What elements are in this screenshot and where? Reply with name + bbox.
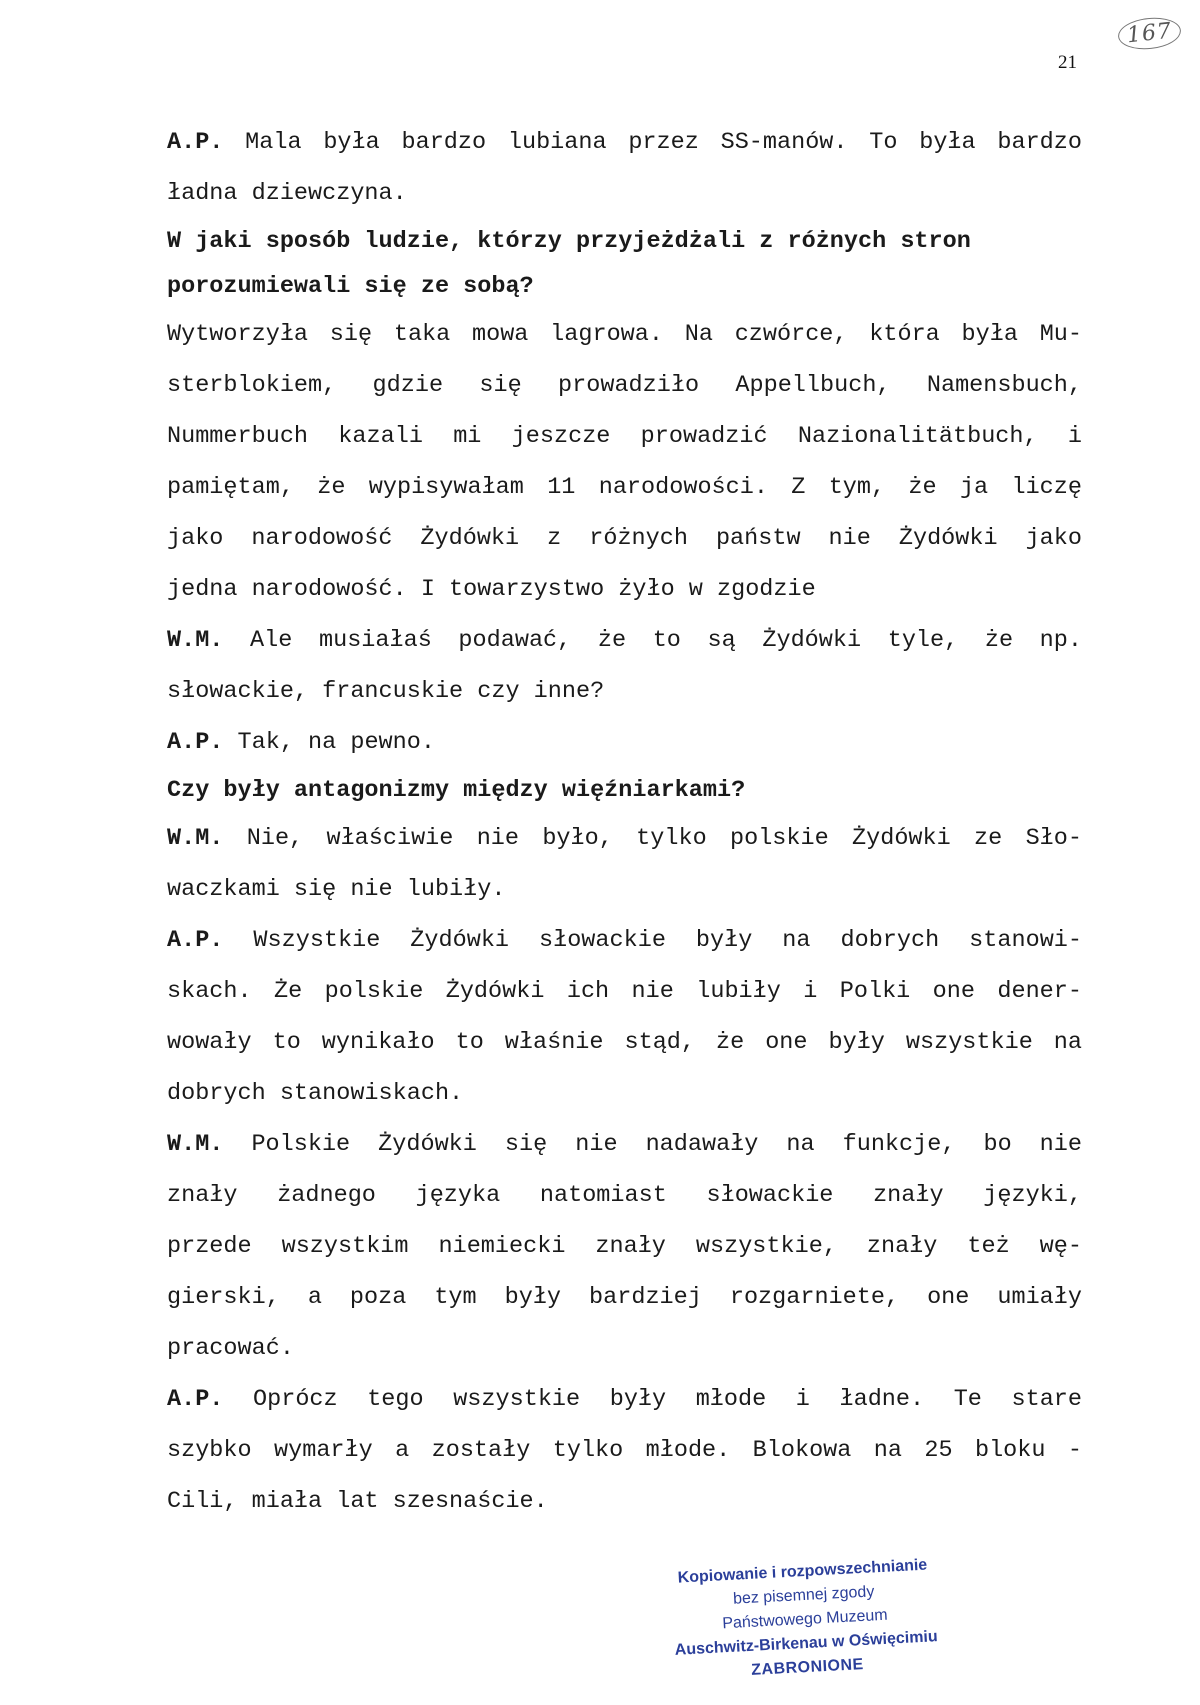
stamp-line: ZABRONIONE [750, 1656, 865, 1679]
line-text: pamiętam, że wypisywałam 11 narodowości. Z tym, że ja liczę [167, 474, 1082, 501]
speaker-initials: A.P. [167, 129, 224, 156]
transcript-line [167, 1272, 1082, 1323]
speaker-initials: A.P. [167, 927, 224, 954]
line-text: dobrych stanowiskach. [167, 1080, 464, 1107]
interviewer-question: Czy były antagonizmy między więźniarkami? [167, 777, 746, 804]
stamp-line: Państwowego Muzeum [721, 1606, 889, 1633]
transcript-line [167, 1068, 1082, 1119]
line-text: Ale musiałaś podawać, że to są Żydówki tyle, że np. [223, 627, 1082, 654]
speaker-line [167, 117, 1082, 168]
transcript-line [167, 462, 1082, 513]
transcript-line [167, 666, 1082, 717]
transcript-line [167, 1323, 1082, 1374]
speaker-line [167, 1119, 1082, 1170]
transcript-line [167, 309, 1082, 360]
speaker-initials: W.M. [167, 627, 224, 654]
stamp-line: bez pisemnej zgody [732, 1583, 875, 1608]
speaker-line [167, 915, 1082, 966]
line-text: jako narodowość Żydówki z różnych państw nie Żydówki jako [167, 525, 1082, 552]
line-text: Wytworzyła się taka mowa lagrowa. Na czwórce, która była Mu- [167, 321, 1082, 348]
transcript-body [167, 117, 1082, 1527]
line-text: Cili, miała lat szesnaście. [167, 1488, 548, 1515]
transcript-line [167, 1476, 1082, 1527]
speaker-line [167, 615, 1082, 666]
stamp-line: Auschwitz-Birkenau w Oświęcimiu [674, 1628, 939, 1659]
line-text: pracować. [167, 1335, 294, 1362]
line-text: słowackie, francuskie czy inne? [167, 678, 605, 705]
line-text: sterblokiem, gdzie się prowadziło Appellbuch, Namensbuch, [167, 372, 1082, 399]
line-text: Nie, właściwie nie było, tylko polskie Żydówki ze Sło- [223, 825, 1082, 852]
stamp-line: Kopiowanie i rozpowszechnianie [677, 1556, 928, 1587]
speaker-initials: W.M. [167, 1131, 224, 1158]
interviewer-question: W jaki sposób ludzie, którzy przyjeżdżali z różnych stron [167, 228, 971, 255]
transcript-line [167, 1017, 1082, 1068]
line-text: Polskie Żydówki się nie nadawały na funkcje, bo nie [223, 1131, 1082, 1158]
line-text: Oprócz tego wszystkie były młode i ładne. Te stare [223, 1386, 1082, 1413]
line-text: waczkami się nie lubiły. [167, 876, 506, 903]
transcript-line [167, 966, 1082, 1017]
transcript-line [167, 513, 1082, 564]
line-text: przede wszystkim niemiecki znały wszystkie, znały też wę- [167, 1233, 1082, 1260]
line-text: Tak, na pewno. [223, 729, 435, 756]
transcript-line [167, 411, 1082, 462]
speaker-line [167, 813, 1082, 864]
handwritten-page-number: 167 [1117, 15, 1183, 52]
line-text: ładna dziewczyna. [167, 180, 407, 207]
transcript-line [167, 168, 1082, 219]
speaker-line [167, 1374, 1082, 1425]
interviewer-question: porozumiewali się ze sobą? [167, 273, 534, 300]
line-text: jedna narodowość. I towarzystwo żyło w zgodzie [167, 576, 816, 603]
line-text: Nummerbuch kazali mi jeszcze prowadzić Nazionalitätbuch, i [167, 423, 1082, 450]
transcript-line [167, 1425, 1082, 1476]
transcript-line [167, 564, 1082, 615]
transcript-line [167, 864, 1082, 915]
speaker-initials: A.P. [167, 1386, 224, 1413]
speaker-initials: A.P. [167, 729, 224, 756]
transcript-line [167, 1170, 1082, 1221]
speaker-initials: W.M. [167, 825, 224, 852]
line-text: szybko wymarły a zostały tylko młode. Blokowa na 25 bloku - [167, 1437, 1082, 1464]
line-text: Wszystkie Żydówki słowackie były na dobrych stanowi- [223, 927, 1082, 954]
speaker-line [167, 717, 1082, 768]
copyright-stamp [657, 1552, 953, 1687]
transcript-line [167, 1221, 1082, 1272]
line-text: gierski, a poza tym były bardziej rozgarniete, one umiały [167, 1284, 1082, 1311]
line-text: wowały to wynikało to właśnie stąd, że one były wszystkie na [167, 1029, 1082, 1056]
line-text: skach. Że polskie Żydówki ich nie lubiły i Polki one dener- [167, 978, 1082, 1005]
line-text: Mala była bardzo lubiana przez SS-manów. To była bardzo [223, 129, 1082, 156]
page-number: 21 [1058, 52, 1077, 73]
line-text: znały żadnego języka natomiast słowackie znały języki, [167, 1182, 1082, 1209]
transcript-line [167, 360, 1082, 411]
